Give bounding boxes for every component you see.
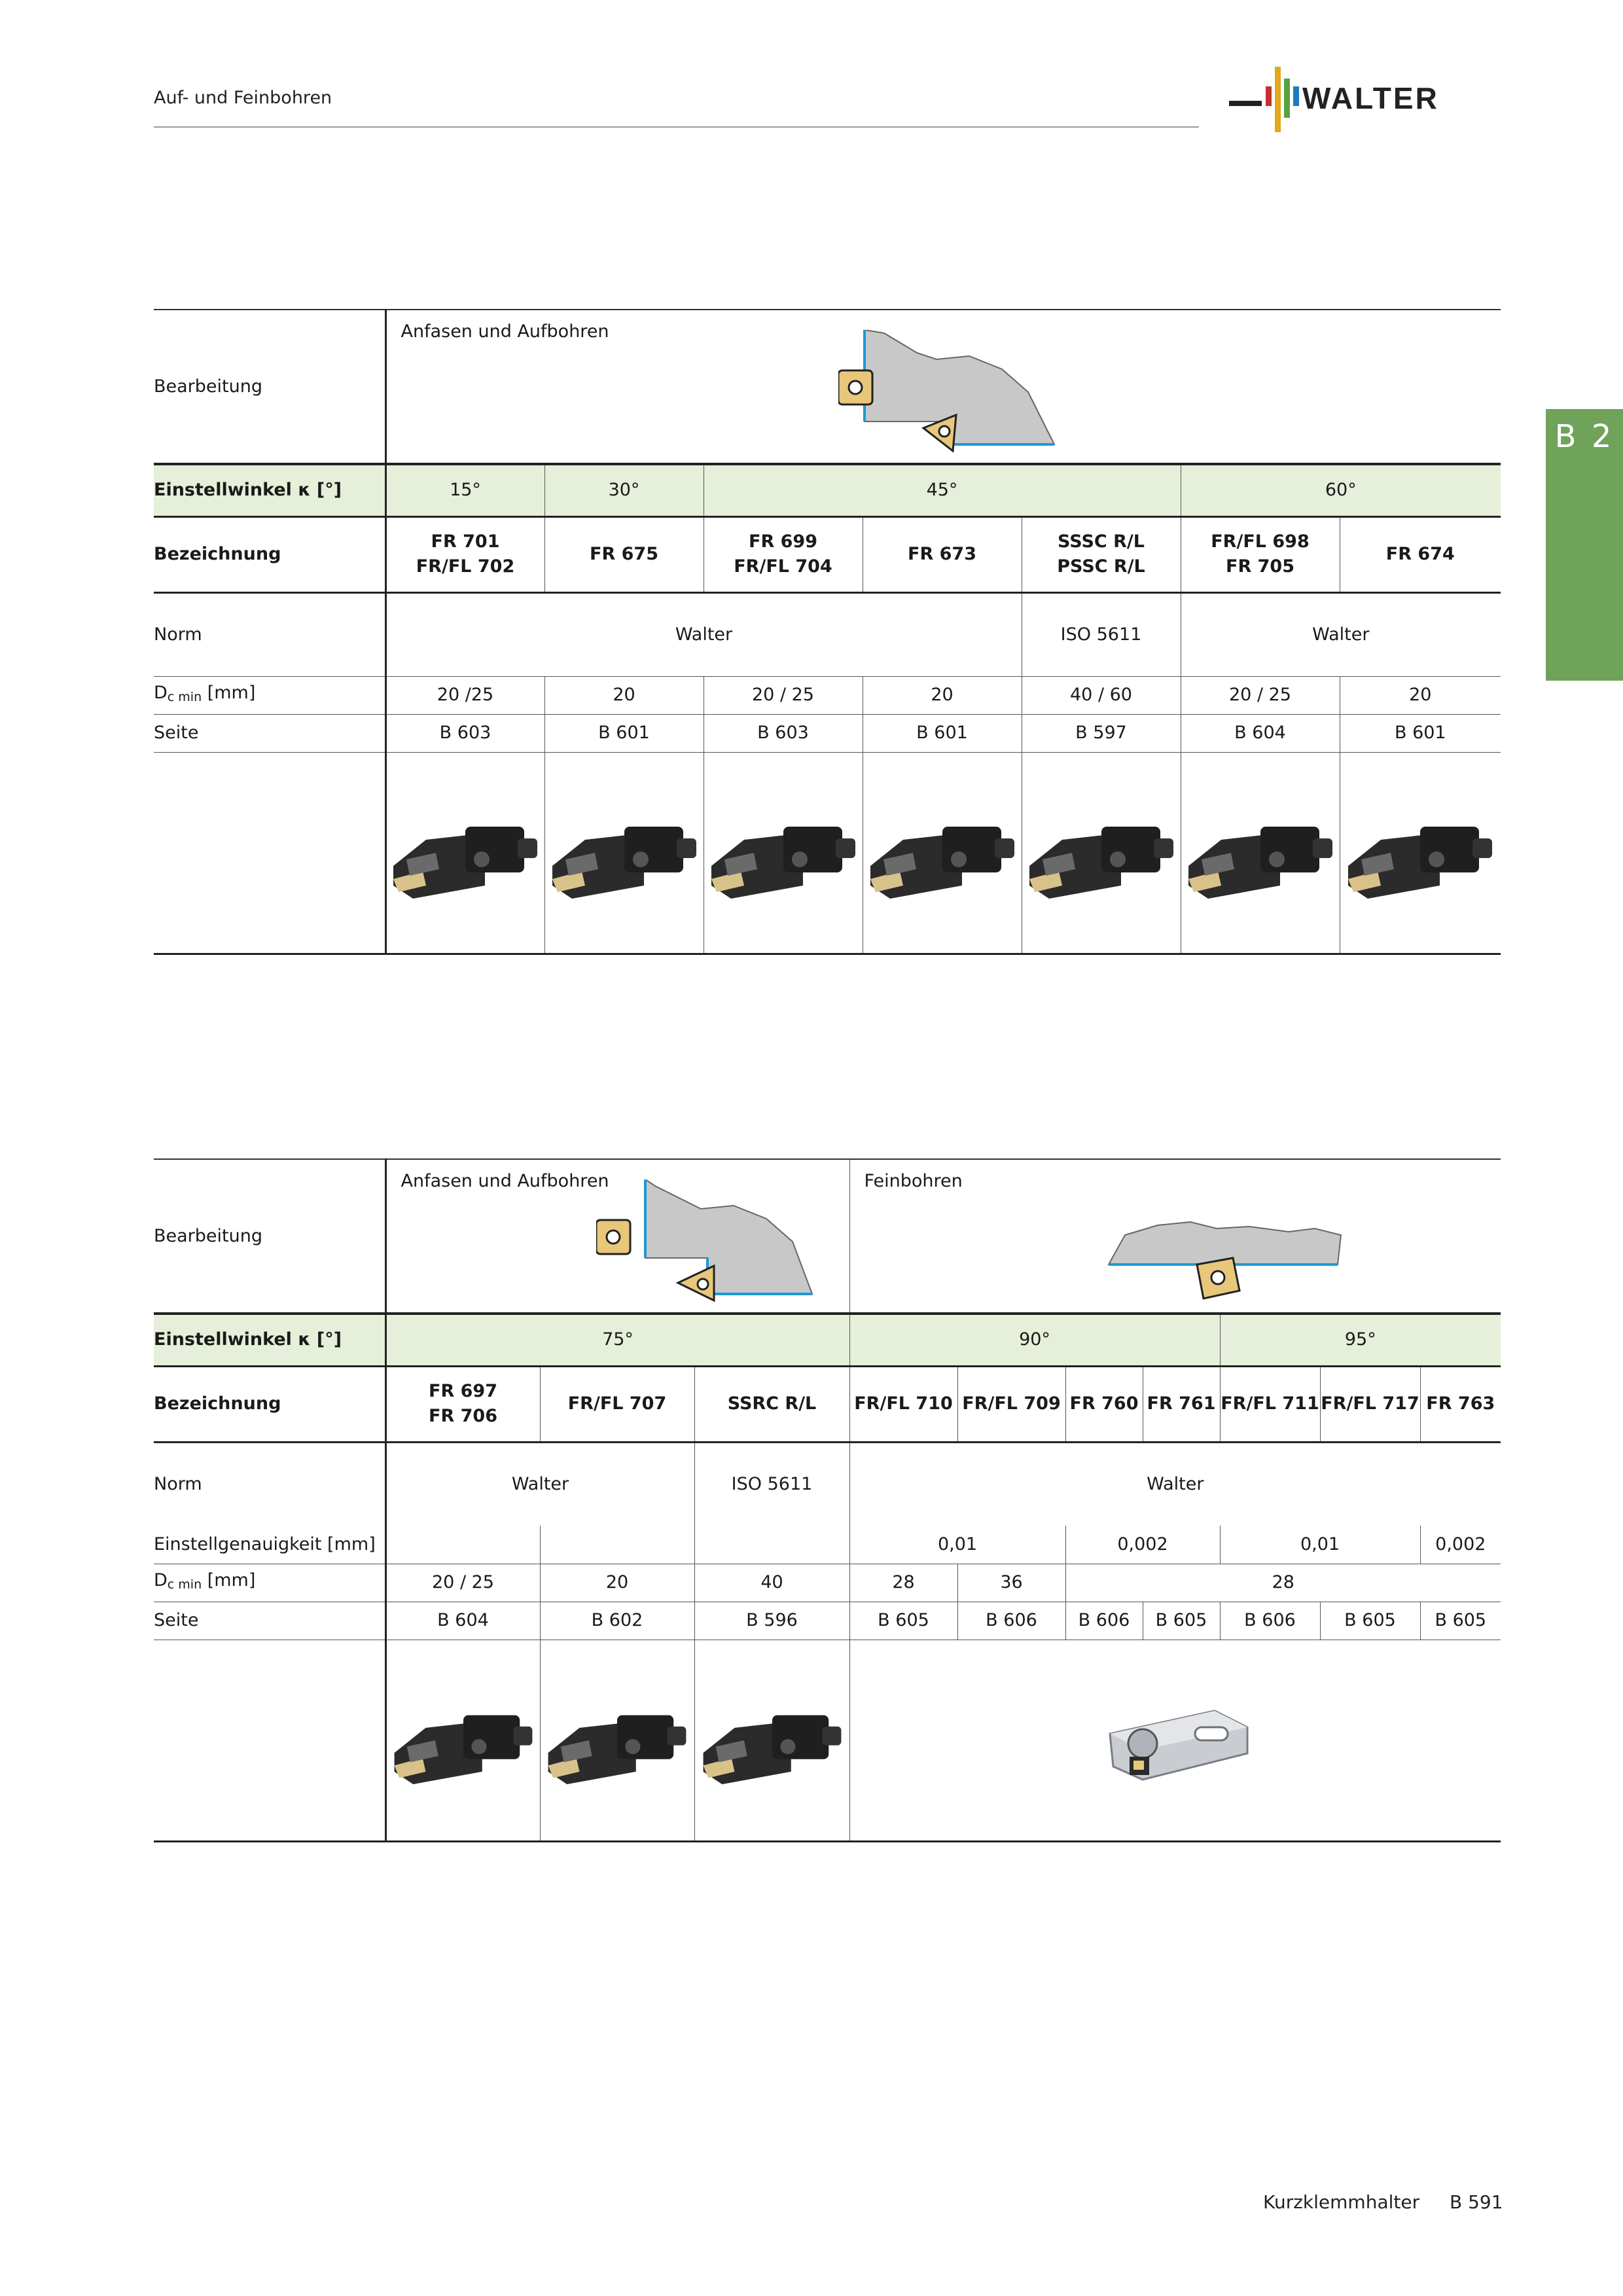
page-link[interactable]: B 605 bbox=[849, 1602, 957, 1640]
dc-cell: 20 /25 bbox=[385, 676, 544, 714]
dc-cell: 40 / 60 bbox=[1022, 676, 1181, 714]
tool-image bbox=[704, 752, 863, 954]
angle-30: 30° bbox=[544, 464, 704, 516]
designation-cell: SSSC R/L PSSC R/L bbox=[1022, 516, 1181, 592]
page-link[interactable]: B 604 bbox=[385, 1602, 540, 1640]
dc-cell: 36 bbox=[957, 1564, 1065, 1602]
angle-75: 75° bbox=[385, 1314, 849, 1366]
designation-cell: FR/FL 717 bbox=[1320, 1366, 1420, 1442]
process-label: Anfasen und Aufbohren bbox=[401, 1171, 609, 1191]
page-link[interactable]: B 606 bbox=[1220, 1602, 1320, 1640]
dc-cell: 20 bbox=[544, 676, 704, 714]
walter-logo bbox=[1229, 60, 1501, 132]
fine-boring-cartridge-image bbox=[849, 1640, 1501, 1841]
dc-cell: 20 / 25 bbox=[704, 676, 863, 714]
angle-90: 90° bbox=[849, 1314, 1220, 1366]
precision-cell: 0,002 bbox=[1065, 1526, 1220, 1564]
tool-image bbox=[385, 1640, 540, 1841]
page-link[interactable]: B 606 bbox=[1065, 1602, 1143, 1640]
designation-cell: FR/FL 698 FR 705 bbox=[1181, 516, 1340, 592]
bearbeitung-label: Bearbeitung bbox=[154, 310, 385, 464]
tool-image bbox=[1022, 752, 1181, 954]
designation-cell: SSRC R/L bbox=[694, 1366, 849, 1442]
norm-cell: ISO 5611 bbox=[1022, 592, 1181, 676]
tool-image bbox=[544, 752, 704, 954]
fine-boring-diagram bbox=[1105, 1199, 1354, 1310]
einstellgenauigkeit-label: Einstellgenauigkeit [mm] bbox=[154, 1534, 376, 1554]
seite-label: Seite bbox=[154, 1602, 385, 1640]
angle-45: 45° bbox=[704, 464, 1181, 516]
tool-image bbox=[694, 1640, 849, 1841]
einstellwinkel-label: Einstellwinkel κ [°] bbox=[154, 1314, 385, 1366]
angle-95: 95° bbox=[1220, 1314, 1501, 1366]
designation-cell: FR 761 bbox=[1143, 1366, 1220, 1442]
page-link[interactable]: B 605 bbox=[1420, 1602, 1501, 1640]
page-link[interactable]: B 603 bbox=[385, 714, 544, 752]
designation-cell: FR 673 bbox=[863, 516, 1022, 592]
bearbeitung-label: Bearbeitung bbox=[154, 1159, 385, 1314]
chamfer-boring-diagram bbox=[596, 1179, 832, 1310]
header-rule bbox=[154, 126, 1199, 128]
bezeichnung-label: Bezeichnung bbox=[154, 544, 281, 564]
norm-cell: Walter bbox=[849, 1442, 1501, 1526]
dc-cell: 20 bbox=[863, 676, 1022, 714]
angle-60: 60° bbox=[1181, 464, 1501, 516]
footer-page-number: B 591 bbox=[1450, 2191, 1503, 2213]
norm-label: Norm bbox=[154, 1442, 385, 1526]
norm-cell: Walter bbox=[1181, 592, 1501, 676]
designation-cell: FR 760 bbox=[1065, 1366, 1143, 1442]
tool-image bbox=[385, 752, 544, 954]
dc-cell: 28 bbox=[1065, 1564, 1501, 1602]
page-link[interactable]: B 597 bbox=[1022, 714, 1181, 752]
page-link[interactable]: B 603 bbox=[704, 714, 863, 752]
precision-cell: 0,01 bbox=[1220, 1526, 1420, 1564]
dc-label: $D_{c min}$ [mm] bbox=[154, 676, 385, 714]
page-link[interactable]: B 604 bbox=[1181, 714, 1340, 752]
chamfer-boring-diagram bbox=[838, 330, 1074, 461]
page-link[interactable]: B 605 bbox=[1143, 1602, 1220, 1640]
page-link[interactable]: B 601 bbox=[544, 714, 704, 752]
section-tab-label: B 2 bbox=[1554, 418, 1614, 455]
dc-label: $D_{c min}$ [mm] bbox=[154, 1564, 385, 1602]
process-label: Feinbohren bbox=[864, 1171, 963, 1191]
designation-cell: FR/FL 711 bbox=[1220, 1366, 1320, 1442]
tool-image bbox=[1181, 752, 1340, 954]
designation-cell: FR 699 FR/FL 704 bbox=[704, 516, 863, 592]
process-cell bbox=[849, 1159, 1501, 1314]
designation-cell: FR/FL 709 bbox=[957, 1366, 1065, 1442]
dc-cell: 20 bbox=[1340, 676, 1501, 714]
page-link[interactable]: B 605 bbox=[1320, 1602, 1420, 1640]
svg-text:WALTER: WALTER bbox=[1302, 81, 1439, 115]
norm-cell: ISO 5611 bbox=[694, 1442, 849, 1526]
designation-cell: FR 763 bbox=[1420, 1366, 1501, 1442]
precision-cell: 0,002 bbox=[1420, 1526, 1501, 1564]
precision-cell: 0,01 bbox=[849, 1526, 1065, 1564]
page-link[interactable]: B 596 bbox=[694, 1602, 849, 1640]
angle-15: 15° bbox=[385, 464, 544, 516]
dc-cell: 28 bbox=[849, 1564, 957, 1602]
page-link[interactable]: B 601 bbox=[863, 714, 1022, 752]
process-cell bbox=[385, 1159, 849, 1314]
process-label: Anfasen und Aufbohren bbox=[401, 321, 609, 342]
tool-image bbox=[863, 752, 1022, 954]
page-link[interactable]: B 606 bbox=[957, 1602, 1065, 1640]
designation-cell: FR/FL 707 bbox=[540, 1366, 694, 1442]
dc-cell: 20 / 25 bbox=[385, 1564, 540, 1602]
norm-cell: Walter bbox=[385, 592, 1022, 676]
dc-cell: 20 bbox=[540, 1564, 694, 1602]
designation-cell: FR 697 FR 706 bbox=[385, 1366, 540, 1442]
footer-section: Kurzklemmhalter bbox=[1263, 2191, 1420, 2213]
tool-image bbox=[1340, 752, 1501, 954]
dc-cell: 20 / 25 bbox=[1181, 676, 1340, 714]
designation-cell: FR 674 bbox=[1340, 516, 1501, 592]
section-tab[interactable] bbox=[1546, 409, 1623, 681]
dc-cell: 40 bbox=[694, 1564, 849, 1602]
norm-label: Norm bbox=[154, 592, 385, 676]
designation-cell: FR/FL 710 bbox=[849, 1366, 957, 1442]
designation-cell: FR 675 bbox=[544, 516, 704, 592]
page-link[interactable]: B 602 bbox=[540, 1602, 694, 1640]
designation-cell: FR 701 FR/FL 702 bbox=[385, 516, 544, 592]
page-link[interactable]: B 601 bbox=[1340, 714, 1501, 752]
norm-cell: Walter bbox=[385, 1442, 694, 1526]
table-1 bbox=[154, 309, 1501, 955]
table-2 bbox=[154, 1158, 1501, 1842]
process-cell bbox=[385, 310, 1501, 464]
header-title: Auf- und Feinbohren bbox=[154, 88, 332, 108]
tool-image bbox=[540, 1640, 694, 1841]
seite-label: Seite bbox=[154, 714, 385, 752]
einstellwinkel-label: Einstellwinkel κ [°] bbox=[154, 464, 385, 516]
bezeichnung-label: Bezeichnung bbox=[154, 1393, 281, 1414]
